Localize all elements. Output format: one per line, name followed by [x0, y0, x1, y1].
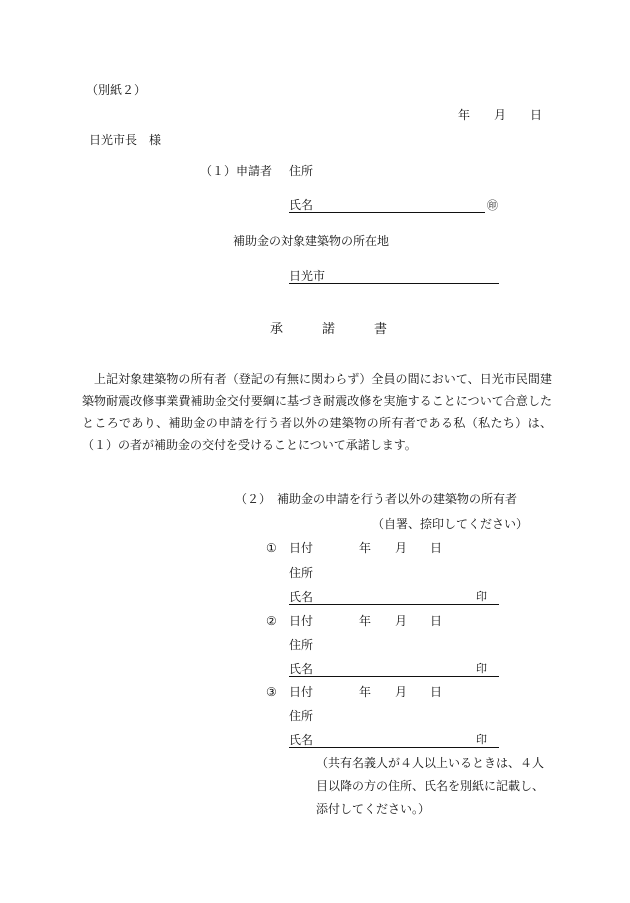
seal-icon: ㊞ — [487, 199, 498, 212]
owner3-name-field[interactable] — [289, 733, 499, 748]
owner1-name-field[interactable] — [289, 590, 499, 605]
owner2-seal-icon: 印 — [476, 662, 487, 675]
date-day: 日 — [530, 108, 543, 122]
owner1-month: 月 — [395, 541, 408, 555]
owner3-month: 月 — [395, 685, 408, 699]
owner3-day: 日 — [430, 685, 443, 699]
owner3-date-label: 日付 — [289, 685, 314, 699]
owner1-seal-icon: 印 — [476, 590, 487, 603]
owner2-name-label: 氏名 — [289, 662, 314, 676]
owner2-name-field[interactable] — [289, 662, 499, 677]
document-title — [270, 322, 426, 337]
owner3-number: ③ — [266, 685, 277, 699]
form-label: （別紙２） — [86, 83, 147, 97]
co-owner-note: （共有名義人が４人以上いるときは、４人目以降の方の住所、氏名を別紙に記載し、添付してください。） — [316, 756, 545, 816]
applicant-address-label: 住所 — [289, 164, 314, 178]
owner1-number: ① — [266, 541, 277, 555]
owner2-day: 日 — [430, 614, 443, 628]
section2-heading: （２） 補助金の申請を行う者以外の建築物の所有者 — [235, 492, 518, 506]
section1-label: （１）申請者 — [200, 164, 273, 178]
owner3-seal-icon: 印 — [476, 733, 487, 746]
owner3-year: 年 — [359, 685, 372, 699]
owner2-year: 年 — [359, 614, 372, 628]
title-char-3: 書 — [374, 322, 388, 337]
applicant-name-field[interactable] — [289, 198, 485, 213]
date-month: 月 — [494, 108, 507, 122]
building-location-field[interactable] — [289, 269, 499, 284]
owner1-day: 日 — [430, 541, 443, 555]
building-location-heading: 補助金の対象建築物の所在地 — [233, 234, 390, 248]
owner3-name-label: 氏名 — [289, 733, 314, 747]
title-char-2: 諾 — [322, 322, 336, 337]
date-year: 年 — [458, 108, 471, 122]
owner2-date-label: 日付 — [289, 614, 314, 628]
building-city-prefix: 日光市 — [289, 269, 326, 283]
owner2-month: 月 — [395, 614, 408, 628]
owner1-year: 年 — [359, 541, 372, 555]
consent-body — [82, 368, 552, 456]
owner3-address-label: 住所 — [289, 709, 314, 723]
owner1-name-label: 氏名 — [289, 590, 314, 604]
owner2-number: ② — [266, 614, 277, 628]
addressee: 日光市長 様 — [89, 133, 162, 147]
owner1-address-label: 住所 — [289, 566, 314, 580]
applicant-name-label: 氏名 — [289, 198, 314, 212]
owner1-date-label: 日付 — [289, 541, 314, 555]
title-char-1: 承 — [270, 322, 284, 337]
section2-instruction: （自署、捺印してください） — [372, 517, 529, 531]
consent-paragraph: 上記対象建築物の所有者（登記の有無に関わらず）全員の間において、日光市民間建築物耐震改修事業費補助金交付要綱に基づき耐震改修を実施することについて合意したところであり、補助金の申請を行う者以外の建築物の所有者である私（私たち）は、（１）の者が補助金の交付を受けることについて承諾します。 — [82, 372, 552, 452]
owner2-address-label: 住所 — [289, 638, 314, 652]
